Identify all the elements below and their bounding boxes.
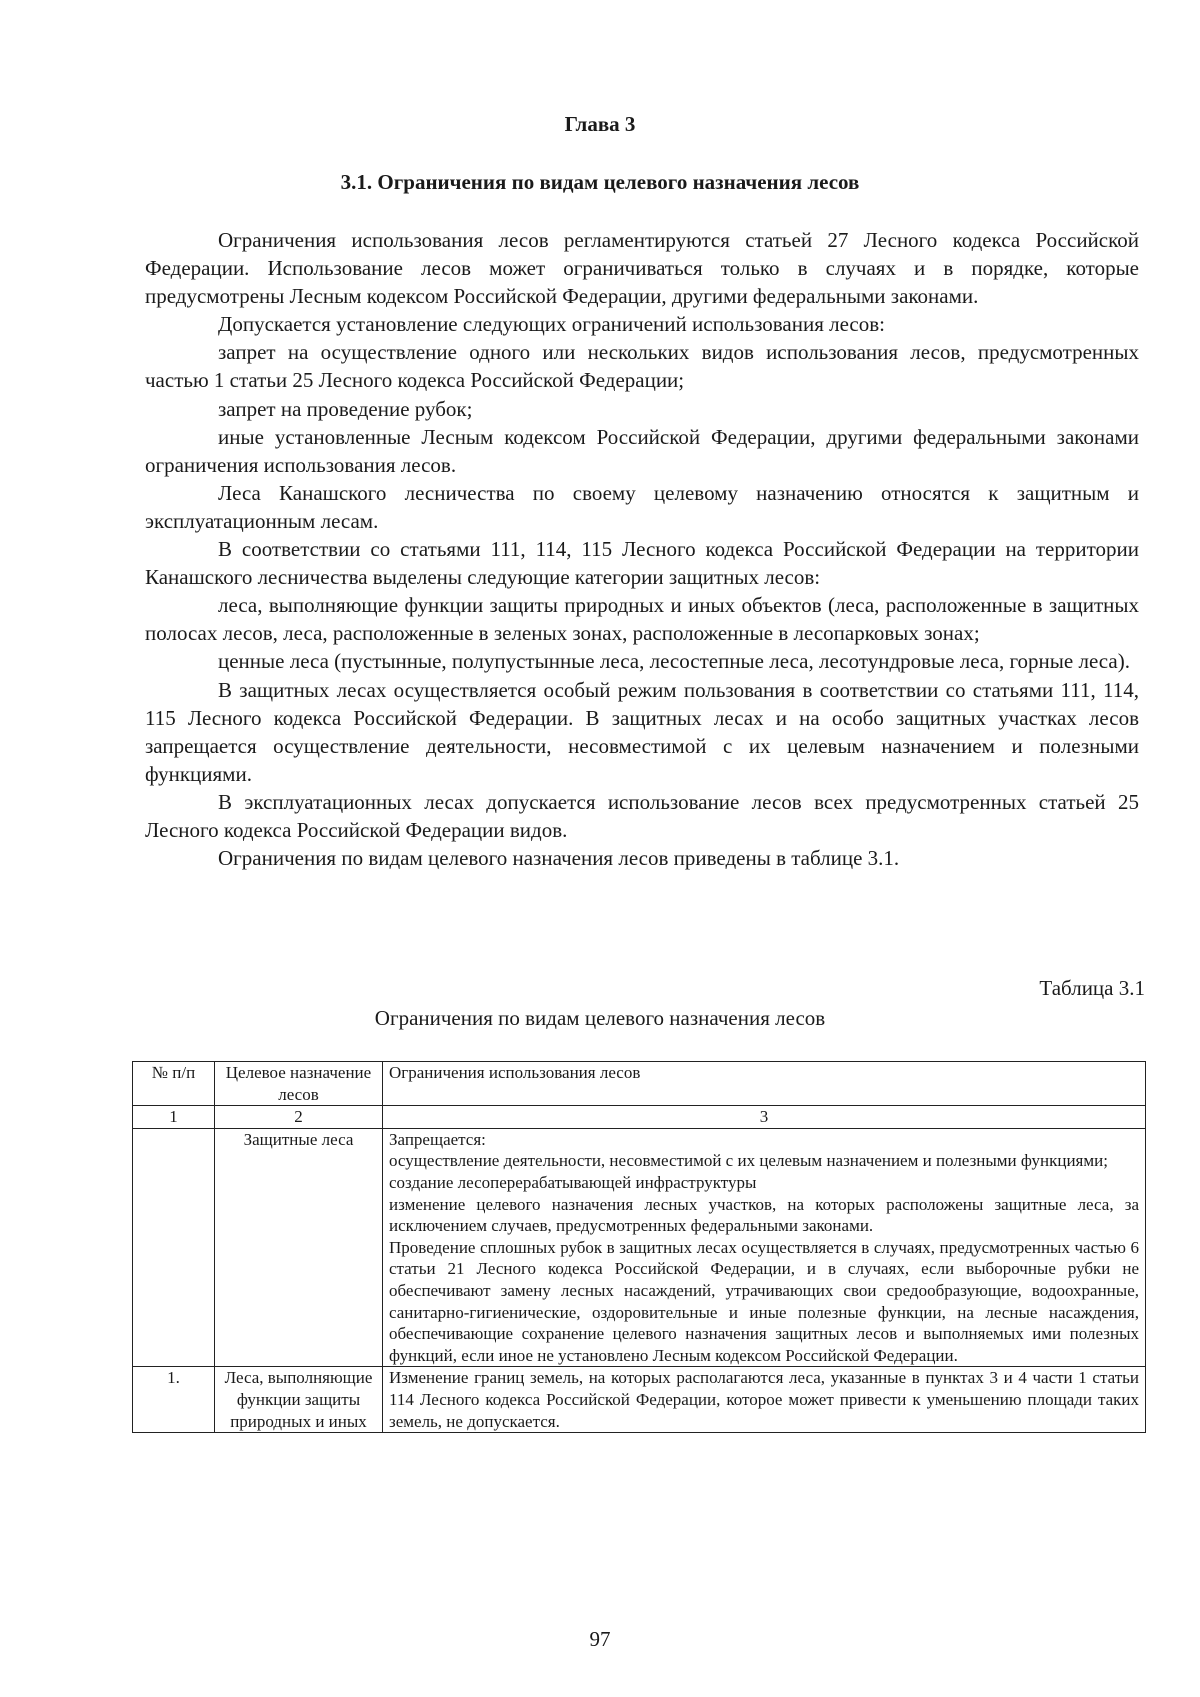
chapter-title: Глава 3 — [564, 112, 636, 136]
paragraph: запрет на проведение рубок; — [218, 396, 473, 421]
table-row — [133, 1128, 1146, 1367]
row-number — [133, 1128, 215, 1367]
paragraph: Ограничения использования лесов регламентируются статьей 27 Лесного кодекса Российской Федерации. Использование лесов может ограничиваться только в случаях и в порядке, которые предусмотрены Лесным кодексом Российской Федерации, другими федеральными законами. — [145, 228, 1139, 309]
paragraph: Допускается установление следующих ограничений использования лесов: — [218, 312, 885, 337]
table-row — [133, 1367, 1146, 1433]
numbering-cell: 1 — [133, 1106, 215, 1129]
restriction-line: Изменение границ земель, на которых располагаются леса, указанные в пунктах 3 и 4 части 1 статьи 114 Лесного кодекса Российской Федерации, которое может привести к уменьшению площади таких земель, не допускается. — [389, 1368, 1139, 1431]
paragraph: Леса Канашского лесничества по своему целевому назначению относятся к защитным и эксплуатационным лесам. — [145, 480, 1139, 533]
row-restrictions — [383, 1128, 1146, 1367]
table-caption-number: Таблица 3.1 — [1039, 976, 1145, 1000]
paragraph: В эксплуатационных лесах допускается использование лесов всех предусмотренных статьей 25 Лесного кодекса Российской Федерации видов. — [145, 789, 1139, 842]
body-text — [145, 226, 1139, 872]
restrictions-table — [132, 1061, 1146, 1433]
table-caption-title: Ограничения по видам целевого назначения лесов — [374, 1006, 826, 1030]
row-number: 1. — [133, 1367, 215, 1433]
paragraph: леса, выполняющие функции защиты природных и иных объектов (леса, расположенные в защитных полосах лесов, леса, расположенные в зеленых зонах, расположенные в лесопарковых зонах; — [145, 593, 1139, 646]
header-cell-purpose: Целевое назначение лесов — [215, 1062, 383, 1106]
paragraph: ценные леса (пустынные, полупустынные леса, лесостепные леса, лесотундровые леса, горные леса). — [218, 649, 1130, 674]
header-cell-number: № п/п — [133, 1062, 215, 1106]
paragraph: запрет на осуществление одного или нескольких видов использования лесов, предусмотренных частью 1 статьи 25 Лесного кодекса Российской Федерации; — [145, 340, 1139, 393]
row-restrictions — [383, 1367, 1146, 1433]
restriction-line: Проведение сплошных рубок в защитных лесах осуществляется в случаях, предусмотренных частью 6 статьи 21 Лесного кодекса Российской Федерации, и в случаях, если выборочные рубки не обеспечивают замену лесных насаждений, утрачивающих свои средообразующие, водоохранные, санитарно-гигиенические, оздоровительные и иные полезные функции, на лесные насаждения, обеспечивающие сохранение целевого назначения защитных лесов и выполняемых ими полезных функций, если иное не установлено Лесным кодексом Российской Федерации. — [389, 1237, 1139, 1365]
numbering-cell: 2 — [215, 1106, 383, 1129]
header-cell-restrictions: Ограничения использования лесов — [383, 1062, 1146, 1106]
table-header-row — [133, 1062, 1146, 1106]
restriction-line: изменение целевого назначения лесных участков, на которых расположены защитные леса, за исключением случаев, предусмотренных федеральными законами. — [389, 1194, 1139, 1236]
restriction-line: Запрещается: — [389, 1129, 486, 1149]
restriction-line: осуществление деятельности, несовместимой с их целевым назначением и полезными функциями; — [389, 1151, 1108, 1171]
row-purpose: Леса, выполняющие функции защиты природных и иных — [215, 1367, 383, 1433]
paragraph: В защитных лесах осуществляется особый режим пользования в соответствии со статьями 111, 114, 115 Лесного кодекса Российской Федерации. В защитных лесах и на особо защитных участках лесов запрещается осуществление деятельности, несовместимой с их целевым назначением и полезными функциями. — [145, 677, 1139, 786]
numbering-cell: 3 — [383, 1106, 1146, 1129]
page-number: 97 — [589, 1627, 611, 1651]
paragraph: иные установленные Лесным кодексом Российской Федерации, другими федеральными законами ограничения использования лесов. — [145, 424, 1139, 477]
table-numbering-row — [133, 1106, 1146, 1129]
section-title: 3.1. Ограничения по видам целевого назначения лесов — [340, 170, 860, 194]
row-purpose: Защитные леса — [215, 1128, 383, 1367]
paragraph: Ограничения по видам целевого назначения лесов приведены в таблице 3.1. — [218, 846, 900, 871]
paragraph: В соответствии со статьями 111, 114, 115 Лесного кодекса Российской Федерации на территории Канашского лесничества выделены следующие категории защитных лесов: — [145, 537, 1139, 590]
restriction-line: создание лесоперерабатывающей инфраструктуры — [389, 1172, 757, 1192]
